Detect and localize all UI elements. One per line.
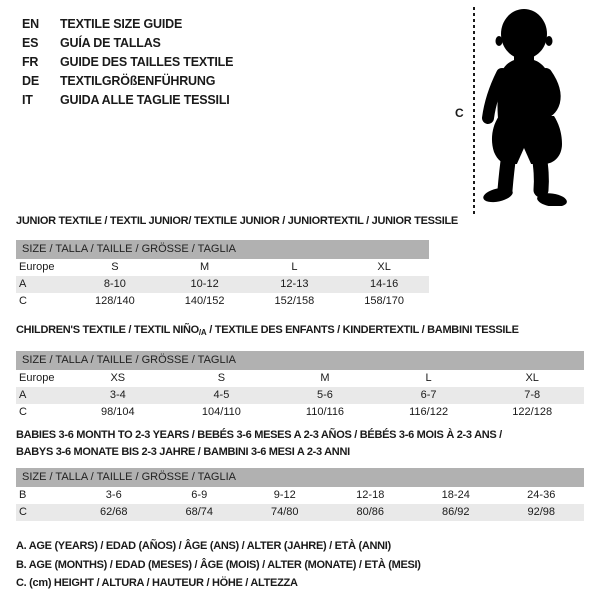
size-cell: 5-6 [317, 389, 333, 401]
legend-line-b: B. AGE (MONTHS) / EDAD (MESES) / ÂGE (MOIS) / ALTER (MONATE) / ETÀ (MESI) [16, 558, 421, 571]
size-cell: 10-12 [190, 278, 219, 290]
language-code: IT [22, 93, 33, 107]
language-row-de [22, 72, 233, 91]
legend-line-c: C. (cm) HEIGHT / ALTURA / HAUTEUR / HÖHE / ALTEZZA [16, 577, 298, 589]
language-row-es [22, 34, 233, 53]
row-label: Europe [19, 261, 55, 273]
language-row-fr [22, 53, 233, 72]
size-cell: 122/128 [512, 406, 553, 418]
size-cell: L [425, 372, 432, 384]
language-code: FR [22, 55, 39, 69]
size-cell: 104/110 [201, 406, 241, 418]
size-cell: 68/74 [185, 506, 214, 518]
babies-table-title-line2: BABYS 3-6 MONATE BIS 2-3 JAHRE / BAMBINI 3-6 MESI A 2-3 ANNI [16, 446, 350, 458]
size-cell: 12-18 [356, 489, 385, 501]
row-label: A [19, 389, 27, 401]
size-cell: 9-12 [273, 489, 296, 501]
children-table-title [16, 323, 584, 340]
language-code: EN [22, 17, 39, 31]
row-label: B [19, 489, 27, 501]
size-cell: 62/68 [99, 506, 128, 518]
size-cell: XL [525, 372, 539, 384]
size-cell: 3-4 [109, 389, 126, 401]
row-label: C [19, 506, 27, 518]
size-header-bar: SIZE / TALLA / TAILLE / GRÖSSE / TAGLIA [16, 351, 584, 370]
language-row-it [22, 91, 233, 110]
row-label: Europe [19, 372, 55, 384]
height-label-c: C [455, 106, 464, 120]
language-label: GUIDE DES TAILLES TEXTILE [60, 55, 234, 69]
size-cell: M [320, 372, 330, 384]
table-row-europe [16, 370, 584, 387]
children-title-post: / TEXTILE DES ENFANTS / KINDERTEXTIL / BAMBINI TESSILE [206, 324, 519, 336]
language-label: TEXTILE SIZE GUIDE [60, 17, 183, 31]
size-cell: 14-16 [370, 278, 399, 290]
size-cell: 24-36 [527, 489, 556, 501]
size-cell: 92/98 [527, 506, 556, 518]
size-cell: XL [377, 261, 391, 273]
size-cell: L [291, 261, 298, 273]
babies-table-title-line1: BABIES 3-6 MONTH TO 2-3 YEARS / BEBÉS 3-6 MESES A 2-3 AÑOS / BÉBÉS 3-6 MOIS À 2-3 ANS / [16, 429, 502, 441]
children-title-sub: /A [198, 328, 207, 337]
size-cell: 80/86 [356, 506, 385, 518]
row-label: C [19, 406, 27, 418]
language-code: ES [22, 36, 39, 50]
language-code: DE [22, 74, 39, 88]
size-header-bar: SIZE / TALLA / TAILLE / GRÖSSE / TAGLIA [16, 468, 584, 487]
table-row-europe [16, 259, 429, 276]
height-measure-dotted-line [473, 7, 475, 215]
language-title-list [22, 15, 233, 110]
row-label: A [19, 278, 27, 290]
size-cell: S [217, 372, 226, 384]
language-label: GUIDA ALLE TAGLIE TESSILI [60, 93, 230, 107]
junior-table [16, 214, 458, 310]
size-cell: M [200, 261, 210, 273]
size-cell: 74/80 [270, 506, 299, 518]
size-cell: 128/140 [94, 295, 135, 307]
size-cell: 110/116 [305, 406, 345, 418]
table-row-height [16, 504, 584, 521]
children-table [16, 323, 584, 421]
size-cell: 8-10 [103, 278, 126, 290]
size-cell: S [111, 261, 119, 273]
legend-line-a: A. AGE (YEARS) / EDAD (AÑOS) / ÂGE (ANS) / ALTER (JAHRE) / ETÀ (ANNI) [16, 540, 391, 552]
language-label: GUÍA DE TALLAS [60, 36, 161, 50]
table-row-age-months [16, 487, 584, 504]
size-header-bar: SIZE / TALLA / TAILLE / GRÖSSE / TAGLIA [16, 240, 429, 259]
children-title-pre: CHILDREN'S TEXTILE / TEXTIL NIÑO [16, 324, 199, 336]
table-row-age [16, 387, 584, 404]
size-cell: 4-5 [213, 389, 230, 401]
size-cell: XS [110, 372, 126, 384]
size-cell: 140/152 [184, 295, 225, 307]
size-cell: 7-8 [524, 389, 541, 401]
size-cell: 6-9 [191, 489, 208, 501]
size-cell: 116/122 [409, 406, 449, 418]
size-cell: 12-13 [280, 278, 309, 290]
junior-table-title: JUNIOR TEXTILE / TEXTIL JUNIOR/ TEXTILE JUNIOR / JUNIORTEXTIL / JUNIOR TESSILE [16, 215, 458, 227]
table-row-height [16, 404, 584, 421]
baby-silhouette-icon [482, 8, 574, 206]
size-cell: 3-6 [105, 489, 122, 501]
size-cell: 86/92 [441, 506, 470, 518]
size-cell: 98/104 [100, 406, 135, 418]
table-row-age [16, 276, 429, 293]
size-cell: 152/158 [274, 295, 315, 307]
legend [16, 537, 421, 593]
size-cell: 6-7 [420, 389, 437, 401]
size-cell: 18-24 [441, 489, 470, 501]
babies-table [16, 427, 584, 521]
language-row-en [22, 15, 233, 34]
language-label: TEXTILGRÖßENFÜHRUNG [60, 74, 216, 88]
table-row-height [16, 293, 429, 310]
row-label: C [19, 295, 27, 307]
size-cell: 158/170 [364, 295, 404, 307]
